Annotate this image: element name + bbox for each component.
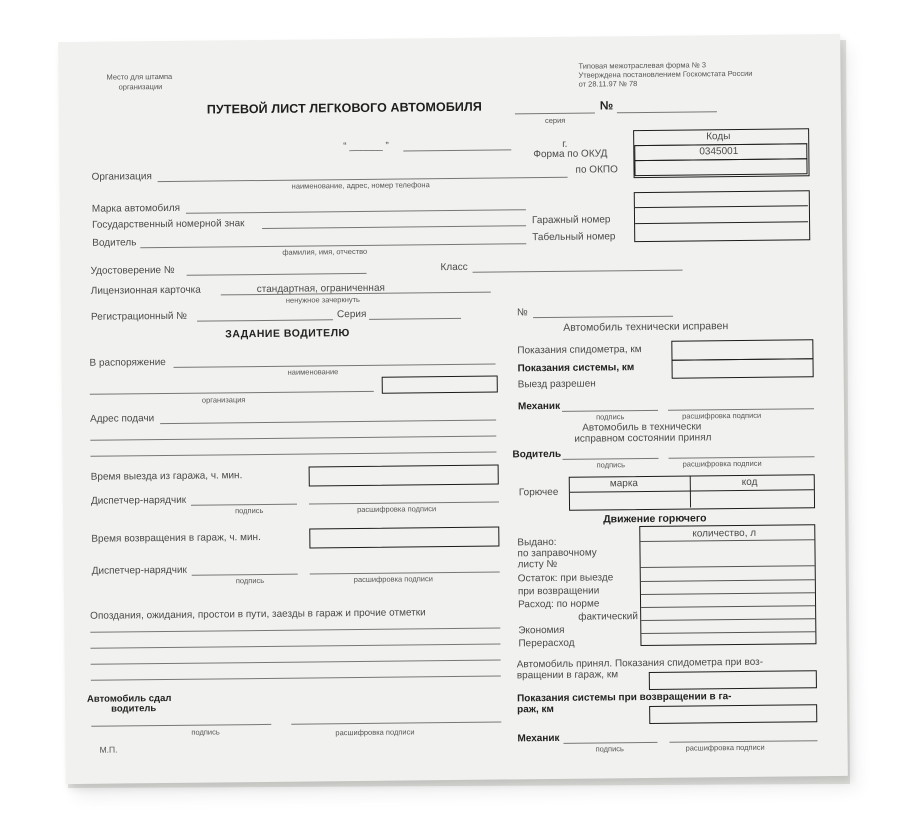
dispatcher1-sign-caption: подпись (235, 505, 264, 516)
disposal-org-line[interactable] (90, 391, 374, 395)
driver-accepted-label: Водитель (512, 448, 562, 461)
return-time-box[interactable] (309, 527, 499, 549)
fuel-brand-label: марка (609, 478, 639, 490)
garage-divider-1 (635, 205, 808, 208)
dispatcher2-sign-caption: подпись (235, 575, 265, 586)
dispatcher1-label: Диспетчер-нарядчик (90, 494, 187, 507)
fuel-box (569, 474, 815, 511)
delays-line-2[interactable] (90, 644, 500, 649)
organization-label: Организация (91, 171, 152, 183)
delays-line-3[interactable] (91, 660, 501, 665)
quantity-header: количество, л (692, 527, 757, 540)
number-line[interactable] (617, 111, 717, 113)
handed-line-2: водитель (111, 703, 157, 715)
license-label: Удостоверение № (90, 264, 175, 277)
issued-label-3: листу № (517, 558, 558, 571)
return-speedo-box[interactable] (649, 670, 817, 690)
qty-row-2 (641, 565, 815, 568)
stamp-org-label: организации (118, 82, 163, 92)
reg-line[interactable] (197, 319, 333, 321)
okpo-cell[interactable] (634, 158, 807, 176)
fuel-label: Горючее (518, 486, 559, 499)
disposal-code-box[interactable] (382, 376, 498, 394)
disposal-org-caption: организация (201, 395, 246, 405)
date-month-line[interactable] (403, 149, 511, 151)
qty-row-3 (641, 579, 815, 582)
fuel-movement-title: Движение горючего (603, 512, 707, 526)
handed-sign-line[interactable] (91, 724, 271, 727)
handed-sign-caption: подпись (191, 727, 220, 737)
system-box[interactable] (671, 358, 813, 378)
issued-label: Выдано: (517, 536, 557, 549)
make-label: Марка автомобиля (91, 202, 181, 215)
return-system-line-2: раж, км (517, 703, 554, 716)
qty-row-7 (641, 631, 815, 634)
driver-sign-caption: подпись (596, 460, 625, 470)
page-title: ПУТЕВОЙ ЛИСТ ЛЕГКОВОГО АВТОМОБИЛЯ (206, 99, 483, 117)
dispatcher2-label: Диспетчер-нарядчик (91, 564, 187, 577)
plate-label: Государственный номерной знак (91, 218, 245, 231)
return-speedo-line-1: Автомобиль принял. Показания спидометра при воз- (516, 656, 764, 671)
no-label: № (516, 307, 528, 319)
qty-row-4 (641, 592, 815, 595)
expense-norm-label: Расход: по норме (517, 598, 600, 611)
reg-label: Регистрационный № (90, 310, 188, 323)
tech-ok-label: Автомобиль технически исправен (563, 320, 729, 334)
form-approved-line: Утверждена постановлением Госкомстата России (578, 68, 753, 80)
series-line[interactable] (515, 112, 595, 114)
task-title: ЗАДАНИЕ ВОДИТЕЛЮ (225, 327, 350, 341)
okud-label: Форма по ОКУД (533, 148, 608, 161)
qty-row-6 (641, 618, 815, 621)
date-day: “ ______ ” (343, 140, 389, 153)
return-label: Время возвращения в гараж, ч. мин. (91, 532, 261, 545)
dispatcher1-decode-caption: расшифровка подписи (357, 504, 437, 515)
mechanic2-decode-caption: расшифровка подписи (685, 742, 765, 753)
driver-decode-caption: расшифровка подписи (682, 458, 762, 469)
form-type-line: Типовая межотраслевая форма № 3 (578, 60, 707, 71)
return-system-line-1: Показания системы при возвращении в га- (516, 691, 732, 705)
fuel-box-divider (570, 489, 814, 493)
codes-box (633, 128, 809, 178)
exit-allowed-label: Выезд разрешен (517, 378, 596, 391)
qty-row-1 (640, 539, 814, 542)
disposal-label: В распоряжение (89, 357, 166, 369)
card-options: стандартная, ограниченная (256, 282, 385, 296)
class-line[interactable] (473, 270, 683, 273)
codes-header: Коды (706, 131, 731, 143)
number-sign: № (599, 98, 614, 113)
garage-label: Гаражный номер (531, 214, 611, 227)
stamp-mp-label: М.П. (99, 744, 118, 755)
address-line-3[interactable] (90, 452, 496, 457)
handed-decode-caption: расшифровка подписи (335, 727, 415, 738)
accepted-line-2: исправном состоянии принял (574, 432, 712, 445)
fuel-box-vdivider (690, 477, 691, 508)
class-label: Класс (440, 261, 468, 274)
reg-series-line[interactable] (369, 318, 461, 320)
driver-label: Водитель (92, 237, 137, 249)
okpo-label: по ОКПО (575, 164, 618, 176)
card-label: Лицензионная карточка (90, 284, 201, 297)
return-speedo-line-2: вращении в гараж, км (516, 669, 619, 682)
economy-label: Экономия (518, 624, 565, 637)
garage-tab-box (634, 190, 811, 242)
qty-row-5 (641, 605, 815, 608)
address-line-1[interactable] (160, 420, 496, 425)
delays-line-4[interactable] (91, 676, 501, 681)
fuel-quantity-table (639, 524, 816, 646)
license-line[interactable] (187, 273, 367, 276)
tab-label: Табельный номер (532, 231, 616, 244)
series-caption: серия (544, 115, 566, 126)
mechanic1-decode-caption: расшифровка подписи (682, 410, 762, 421)
garage-divider-2 (635, 221, 808, 224)
address-line-2[interactable] (90, 436, 496, 441)
plate-line[interactable] (262, 225, 526, 229)
handed-line-1: Автомобиль сдал (86, 692, 172, 705)
delays-label: Опоздания, ожидания, простои в пути, заезды в гараж и прочие отметки (90, 607, 426, 622)
system-label: Показания системы, км (517, 362, 635, 375)
remain-return-label: при возвращении (517, 585, 600, 598)
speedo-label: Показания спидометра, км (517, 344, 642, 357)
stamp-place-label: Место для штампа (106, 71, 173, 82)
form-date-line: от 28.11.97 № 78 (578, 79, 638, 89)
driver-caption: фамилия, имя, отчество (282, 246, 368, 257)
reg-no-line[interactable] (533, 316, 673, 318)
make-line[interactable] (186, 209, 526, 214)
mechanic1-label: Механик (517, 400, 561, 413)
departure-label: Время выезда из гаража, ч. мин. (90, 470, 243, 483)
expense-actual-label: фактический (578, 611, 639, 623)
mechanic2-sign-caption: подпись (595, 744, 624, 754)
waybill-form-sheet (58, 34, 848, 784)
mechanic2-label: Механик (517, 732, 560, 745)
mechanic1-sign-caption: подпись (596, 412, 625, 422)
series-label: Серия (336, 308, 367, 321)
fuel-code-label: код (741, 476, 758, 488)
okud-value: 0345001 (699, 145, 739, 158)
dispatcher2-decode-caption: расшифровка подписи (353, 574, 433, 585)
issued-label-2: по заправочному (517, 547, 597, 560)
overuse-label: Перерасход (518, 637, 575, 650)
return-system-box[interactable] (649, 704, 817, 724)
remain-exit-label: Остаток: при выезде (517, 572, 614, 585)
departure-time-box[interactable] (309, 465, 499, 487)
address-label: Адрес подачи (90, 413, 155, 425)
disposal-name-caption: наименование (287, 367, 339, 377)
year-suffix: г. (562, 138, 568, 150)
delays-line-1[interactable] (90, 628, 500, 633)
organization-caption: наименование, адрес, номер телефона (291, 180, 430, 191)
accepted-line-1: Автомобиль в технически (582, 421, 702, 434)
handed-decode-line[interactable] (291, 722, 501, 725)
card-caption: ненужное зачеркнуть (285, 294, 360, 305)
